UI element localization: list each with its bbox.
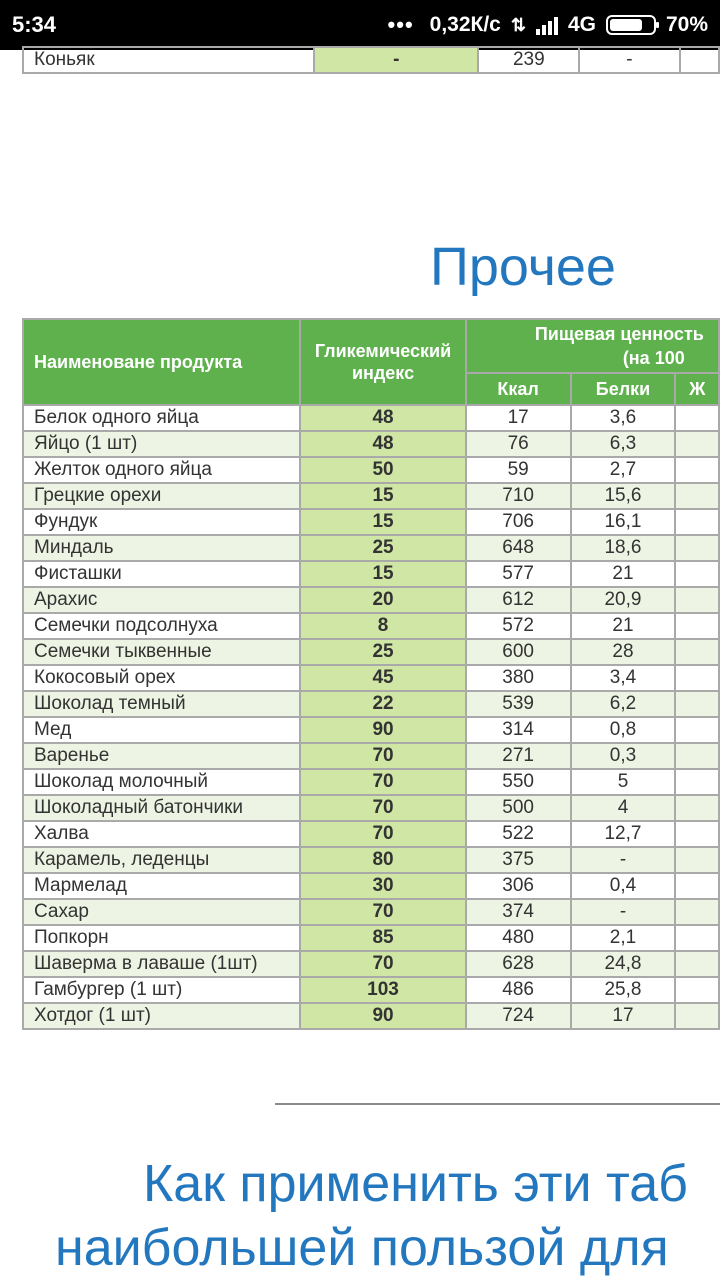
kcal-value: 500 (466, 795, 571, 821)
glycemic-index: 48 (300, 431, 466, 457)
protein-value: 3,4 (571, 665, 676, 691)
column-header-kcal: Ккал (466, 373, 571, 405)
protein-value: 16,1 (571, 509, 676, 535)
fat-value (675, 431, 719, 457)
column-header-fat: Ж (675, 373, 719, 405)
protein-value: 17 (571, 1003, 676, 1029)
kcal-value: 539 (466, 691, 571, 717)
protein-value: 21 (571, 613, 676, 639)
kcal-value: 572 (466, 613, 571, 639)
protein-value: 12,7 (571, 821, 676, 847)
column-header-gi (300, 319, 466, 405)
network-type: 4G (567, 13, 596, 36)
signal-strength-icon (536, 15, 558, 35)
table-row (23, 509, 719, 535)
previous-table-tail (22, 46, 720, 74)
product-name: Шоколадный батончики (23, 795, 300, 821)
fat-value (675, 925, 719, 951)
kcal-value: 59 (466, 457, 571, 483)
kcal-value: 522 (466, 821, 571, 847)
glycemic-index: 70 (300, 821, 466, 847)
glycemic-index: 90 (300, 1003, 466, 1029)
section-title: Прочее (430, 237, 616, 297)
table-row (23, 483, 719, 509)
battery-percent: 70% (665, 13, 708, 36)
kcal-value: 375 (466, 847, 571, 873)
protein-value: 0,4 (571, 873, 676, 899)
protein-value: 4 (571, 795, 676, 821)
next-section-heading (55, 1152, 688, 1280)
protein-value: 21 (571, 561, 676, 587)
kcal-value: 724 (466, 1003, 571, 1029)
heading-line-2: наибольшей пользой для (55, 1219, 669, 1277)
table-row (23, 1003, 719, 1029)
product-name: Фисташки (23, 561, 300, 587)
fat-value (675, 535, 719, 561)
protein-value: 28 (571, 639, 676, 665)
product-name: Шаверма в лаваше (1шт) (23, 951, 300, 977)
kcal-value: 306 (466, 873, 571, 899)
fat-value (675, 951, 719, 977)
protein-value: 0,8 (571, 717, 676, 743)
table-row (23, 665, 719, 691)
glycemic-index: 85 (300, 925, 466, 951)
table-row (23, 717, 719, 743)
glycemic-index: 70 (300, 743, 466, 769)
fat-value (675, 873, 719, 899)
kcal-value: 486 (466, 977, 571, 1003)
fat-value (675, 847, 719, 873)
glycemic-index: 103 (300, 977, 466, 1003)
kcal-value: 76 (466, 431, 571, 457)
glycemic-index: 30 (300, 873, 466, 899)
gi-header-line2: индекс (351, 363, 415, 383)
product-name: Белок одного яйца (23, 405, 300, 431)
product-name: Халва (23, 821, 300, 847)
kcal-value: 239 (478, 47, 579, 73)
table-row (23, 587, 719, 613)
glycemic-index: 70 (300, 951, 466, 977)
fat-value (675, 1003, 719, 1029)
table-row (23, 795, 719, 821)
kcal-value: 706 (466, 509, 571, 535)
table-row (23, 873, 719, 899)
nutrition-header-line1: Пищевая ценность (534, 324, 704, 344)
kcal-value: 271 (466, 743, 571, 769)
fat-value (675, 691, 719, 717)
glycemic-index: 22 (300, 691, 466, 717)
protein-value: 2,1 (571, 925, 676, 951)
product-name: Семечки тыквенные (23, 639, 300, 665)
protein-value: - (571, 899, 676, 925)
fat-value (675, 665, 719, 691)
table-row (23, 639, 719, 665)
divider (275, 1103, 720, 1105)
kcal-value: 380 (466, 665, 571, 691)
fat-value (675, 587, 719, 613)
protein-value: 6,3 (571, 431, 676, 457)
kcal-value: 628 (466, 951, 571, 977)
product-name: Шоколад темный (23, 691, 300, 717)
kcal-value: 648 (466, 535, 571, 561)
table-row (23, 743, 719, 769)
kcal-value: 577 (466, 561, 571, 587)
product-name: Миндаль (23, 535, 300, 561)
table-row (23, 821, 719, 847)
glycemic-index: 50 (300, 457, 466, 483)
column-header-name: Наименоване продукта (23, 319, 300, 405)
fat-value (675, 769, 719, 795)
fat-value (675, 457, 719, 483)
table-row (23, 899, 719, 925)
product-name: Грецкие орехи (23, 483, 300, 509)
data-transfer-icon: ⇅ (510, 14, 526, 35)
glycemic-index: 15 (300, 561, 466, 587)
protein-value: 2,7 (571, 457, 676, 483)
glycemic-index: - (314, 47, 478, 73)
table-row (23, 561, 719, 587)
protein-value: 18,6 (571, 535, 676, 561)
heading-line-1: Как применить эти таб (143, 1155, 688, 1213)
glycemic-index: 90 (300, 717, 466, 743)
fat-value (675, 483, 719, 509)
kcal-value: 17 (466, 405, 571, 431)
kcal-value: 314 (466, 717, 571, 743)
protein-value: - (571, 847, 676, 873)
product-name: Хотдог (1 шт) (23, 1003, 300, 1029)
product-name: Мармелад (23, 873, 300, 899)
table-row (23, 457, 719, 483)
kcal-value: 374 (466, 899, 571, 925)
network-speed: 0,32К/с (429, 13, 501, 36)
table-row (23, 535, 719, 561)
table-row (23, 47, 719, 73)
glycemic-index: 70 (300, 769, 466, 795)
product-name: Попкорн (23, 925, 300, 951)
kcal-value: 600 (466, 639, 571, 665)
glycemic-index: 25 (300, 639, 466, 665)
protein-value: 5 (571, 769, 676, 795)
glycemic-index: 48 (300, 405, 466, 431)
product-name: Фундук (23, 509, 300, 535)
fat-value (675, 717, 719, 743)
status-icons (388, 12, 708, 38)
column-header-nutrition (466, 319, 719, 373)
fat-value (675, 821, 719, 847)
protein-value: 25,8 (571, 977, 676, 1003)
table-row (23, 977, 719, 1003)
products-table (22, 318, 720, 1030)
glycemic-index: 70 (300, 795, 466, 821)
product-name: Желток одного яйца (23, 457, 300, 483)
table-row (23, 951, 719, 977)
protein-value: 24,8 (571, 951, 676, 977)
product-name: Сахар (23, 899, 300, 925)
fat-value (675, 613, 719, 639)
glycemic-index: 15 (300, 509, 466, 535)
protein-value: - (579, 47, 679, 73)
column-header-protein: Белки (571, 373, 676, 405)
nutrition-header-line2: (на 100 (622, 348, 685, 368)
fat-value (675, 743, 719, 769)
status-bar (0, 0, 720, 50)
notification-dots-icon: ••• (387, 12, 414, 37)
kcal-value: 710 (466, 483, 571, 509)
glycemic-index: 80 (300, 847, 466, 873)
product-name: Кокосовый орех (23, 665, 300, 691)
table-row (23, 847, 719, 873)
product-name: Семечки подсолнуха (23, 613, 300, 639)
fat-value (680, 47, 719, 73)
fat-value (675, 795, 719, 821)
product-name: Гамбургер (1 шт) (23, 977, 300, 1003)
fat-value (675, 899, 719, 925)
product-name: Арахис (23, 587, 300, 613)
table-row (23, 405, 719, 431)
product-name: Карамель, леденцы (23, 847, 300, 873)
protein-value: 15,6 (571, 483, 676, 509)
protein-value: 0,3 (571, 743, 676, 769)
table-row (23, 769, 719, 795)
fat-value (675, 977, 719, 1003)
product-name: Мед (23, 717, 300, 743)
fat-value (675, 561, 719, 587)
kcal-value: 480 (466, 925, 571, 951)
fat-value (675, 639, 719, 665)
protein-value: 6,2 (571, 691, 676, 717)
glycemic-index: 45 (300, 665, 466, 691)
table-row (23, 925, 719, 951)
glycemic-index: 8 (300, 613, 466, 639)
glycemic-index: 20 (300, 587, 466, 613)
protein-value: 20,9 (571, 587, 676, 613)
table-row (23, 691, 719, 717)
battery-icon (606, 15, 656, 35)
fat-value (675, 405, 719, 431)
table-row (23, 613, 719, 639)
kcal-value: 550 (466, 769, 571, 795)
table-row (23, 431, 719, 457)
gi-header-line1: Гликемический (314, 341, 452, 361)
protein-value: 3,6 (571, 405, 676, 431)
product-name: Шоколад молочный (23, 769, 300, 795)
product-name: Коньяк (23, 47, 314, 73)
glycemic-index: 15 (300, 483, 466, 509)
fat-value (675, 509, 719, 535)
product-name: Яйцо (1 шт) (23, 431, 300, 457)
kcal-value: 612 (466, 587, 571, 613)
glycemic-index: 25 (300, 535, 466, 561)
product-name: Варенье (23, 743, 300, 769)
glycemic-index: 70 (300, 899, 466, 925)
status-time: 5:34 (12, 12, 57, 37)
